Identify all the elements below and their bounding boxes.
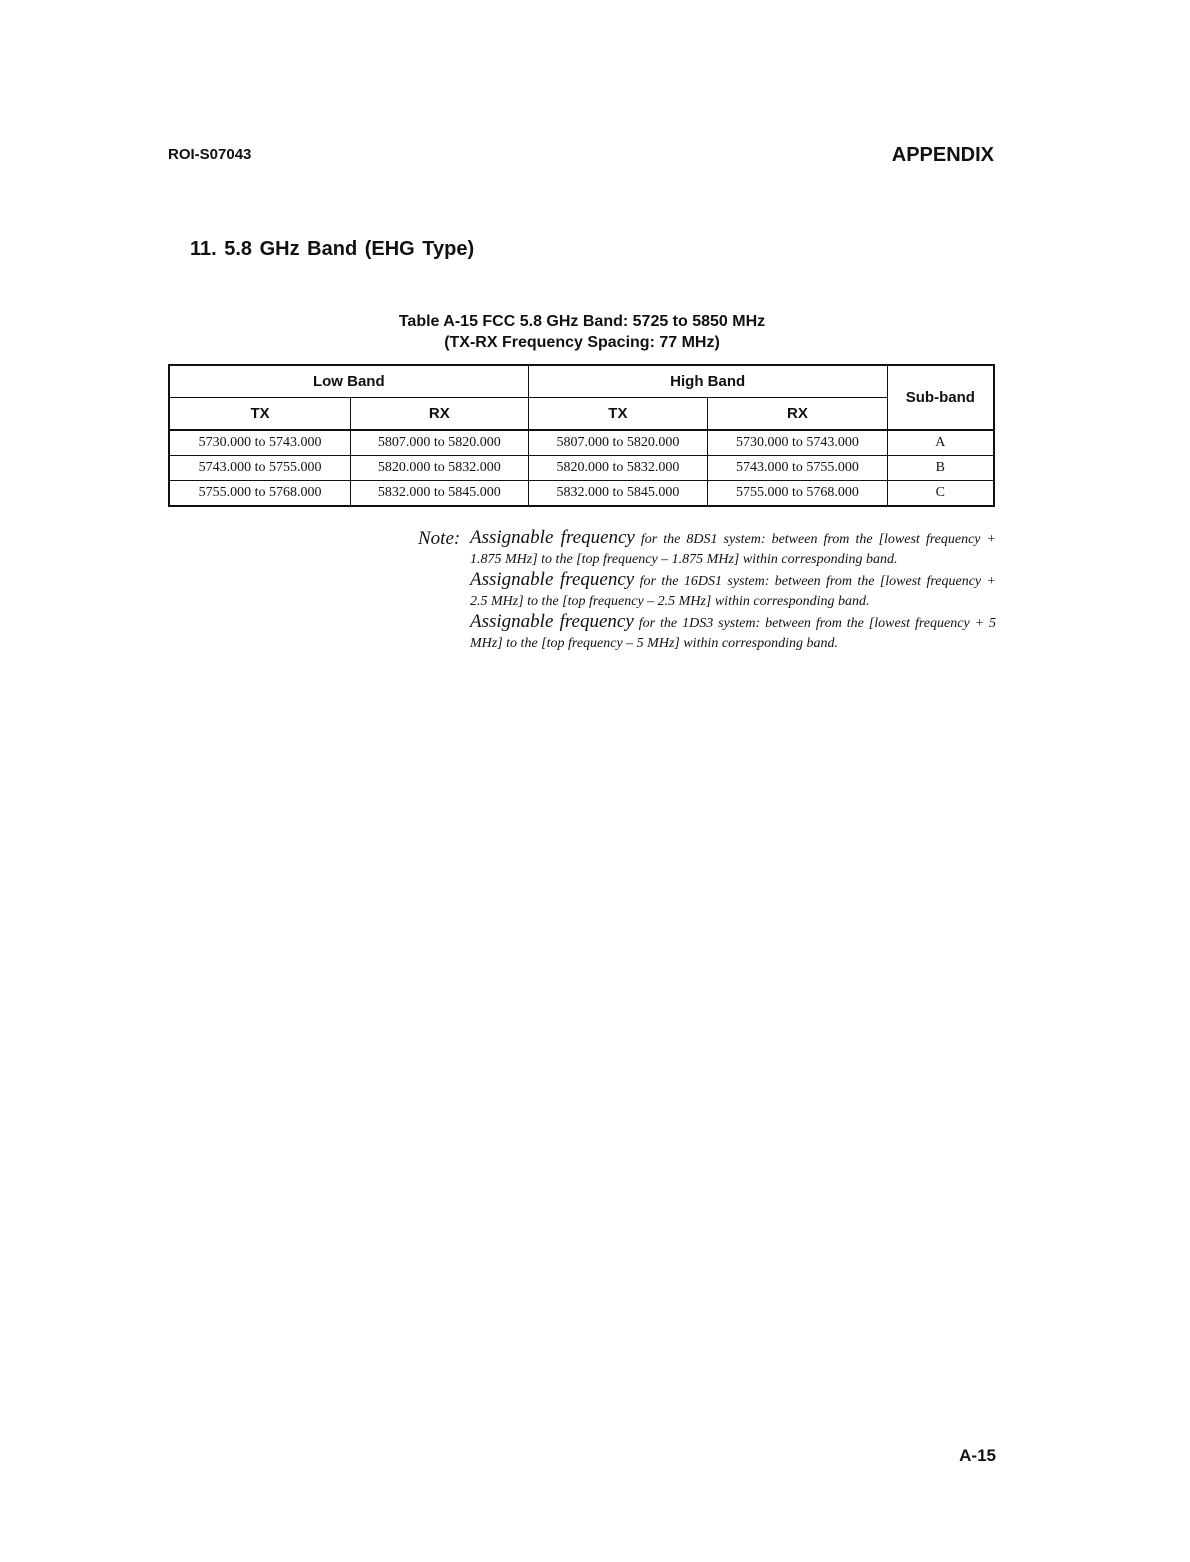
table-row xyxy=(169,430,994,456)
header-sub-band: Sub-band xyxy=(887,365,994,430)
cell-high-tx: 5832.000 to 5845.000 xyxy=(528,481,708,507)
table-caption-line2: (TX-RX Frequency Spacing: 77 MHz) xyxy=(444,334,720,351)
header-low-band: Low Band xyxy=(169,365,528,398)
note-paragraph xyxy=(470,612,996,654)
header-low-tx: TX xyxy=(169,398,351,431)
note-lead: Assignable frequency xyxy=(470,569,635,590)
table-row xyxy=(169,456,994,481)
header-low-rx: RX xyxy=(351,398,529,431)
table-caption-line1: Table A-15 FCC 5.8 GHz Band: 5725 to 5850 MHz xyxy=(398,313,766,330)
note xyxy=(418,528,996,654)
note-body xyxy=(470,528,996,654)
note-text: for the 8DS1 system: between from the [lowest frequency + 1.875 MHz] to the [top frequency – 1.875 MHz] within corresponding band. xyxy=(470,532,996,567)
table-caption xyxy=(168,311,994,353)
note-text: for the 16DS1 system: between from the [lowest frequency + 2.5 MHz] to the [top frequency – 2.5 MHz] within corresponding band. xyxy=(470,574,996,609)
cell-high-rx: 5730.000 to 5743.000 xyxy=(708,430,888,456)
cell-sub-band: B xyxy=(887,456,994,481)
section-title: 11. 5.8 GHz Band (EHG Type) xyxy=(190,238,475,260)
cell-low-rx: 5832.000 to 5845.000 xyxy=(351,481,529,507)
cell-high-tx: 5807.000 to 5820.000 xyxy=(528,430,708,456)
cell-sub-band: A xyxy=(887,430,994,456)
cell-high-rx: 5743.000 to 5755.000 xyxy=(708,456,888,481)
cell-high-tx: 5820.000 to 5832.000 xyxy=(528,456,708,481)
note-lead: Assignable frequency xyxy=(470,527,635,548)
note-paragraph xyxy=(470,570,996,612)
header-high-rx: RX xyxy=(708,398,888,431)
note-lead: Assignable frequency xyxy=(470,611,634,632)
cell-low-tx: 5743.000 to 5755.000 xyxy=(169,456,351,481)
doc-id: ROI-S07043 xyxy=(168,146,252,163)
frequency-table xyxy=(168,364,995,507)
cell-low-rx: 5807.000 to 5820.000 xyxy=(351,430,529,456)
table-row xyxy=(169,481,994,507)
header-high-band: High Band xyxy=(528,365,887,398)
header-high-tx: TX xyxy=(528,398,708,431)
cell-low-rx: 5820.000 to 5832.000 xyxy=(351,456,529,481)
note-paragraph xyxy=(470,528,996,570)
cell-sub-band: C xyxy=(887,481,994,507)
note-text: for the 1DS3 system: between from the [lowest frequency + 5 MHz] to the [top frequency – 5 MHz] within corresponding band. xyxy=(470,616,996,651)
section-heading: APPENDIX xyxy=(891,144,994,166)
cell-high-rx: 5755.000 to 5768.000 xyxy=(708,481,888,507)
cell-low-tx: 5730.000 to 5743.000 xyxy=(169,430,351,456)
page-number: A-15 xyxy=(959,1446,996,1465)
cell-low-tx: 5755.000 to 5768.000 xyxy=(169,481,351,507)
note-label: Note: xyxy=(418,528,461,549)
